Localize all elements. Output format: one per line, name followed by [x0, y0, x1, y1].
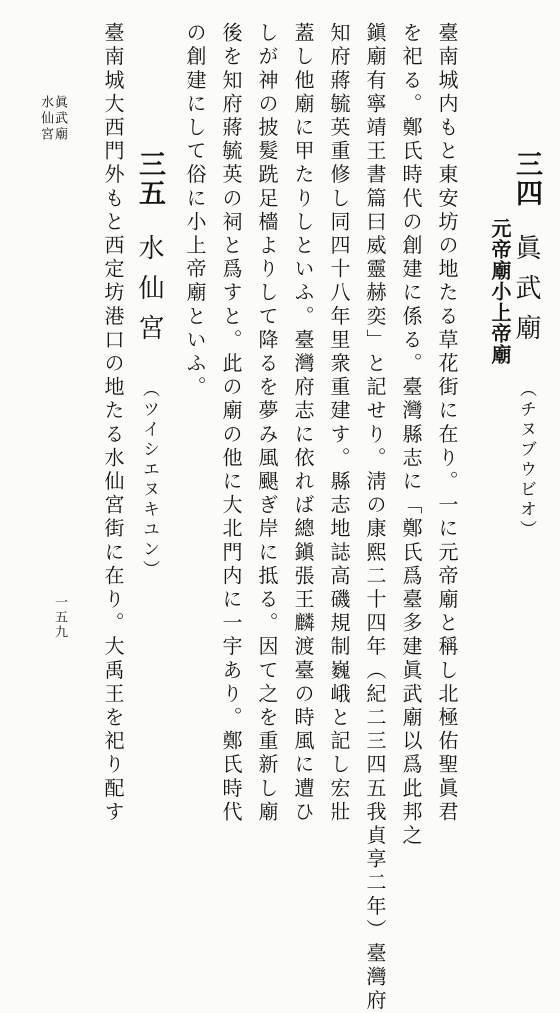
page-number: 一五九	[52, 595, 67, 640]
body-column-5: 蓋し他廟に甲たりしといふ。臺灣府志に依れば總鎭張王麟渡臺の時風に遭ひ	[291, 22, 315, 825]
body-column-4: 知府蔣毓英重修し同四十八年里衆重建す。縣志地誌高磯規制巍峨と記し宏壯	[327, 22, 351, 825]
section-35-title: 水仙宮	[134, 234, 164, 354]
running-head-right: 水仙宮	[38, 95, 53, 143]
body-column-9: 臺南城大西門外もと西定坊港口の地たる水仙宮街に在り。大禹王を祀り配す	[101, 22, 125, 825]
section-34-reading: （チヌブウビオ）	[516, 380, 536, 540]
section-35-reading: （ツイシエヌキユン）	[139, 380, 159, 580]
section-35-heading	[130, 150, 169, 580]
section-34-subtitle: 元帝廟小上帝廟	[488, 218, 512, 365]
section-34-title: 眞武廟	[511, 234, 541, 354]
running-head-left: 眞武廟	[52, 95, 67, 143]
body-column-6: しが神の披髮跣足檣よりして降るを夢み風颶ぎ岸に抵る。因て之を重新し廟	[255, 22, 279, 825]
section-34-heading	[507, 150, 546, 540]
body-column-7: 後を知府蔣毓英の祠と爲すと。此の廟の他に大北門内に一宇あり。鄭氏時代	[219, 22, 243, 825]
body-column-1: 臺南城内もと東安坊の地たる草花街に在り。一に元帝廟と稱し北極佑聖眞君	[435, 22, 459, 825]
body-column-3: 鎭廟有寧靖王書篇曰威靈赫奕」と記せり。淸の康熙二十四年（紀二三四五我貞享二年）臺灣府	[363, 22, 387, 1013]
body-column-8: の創建にして俗に小上帝廟といふ。	[183, 22, 207, 400]
section-35-number: 三五	[134, 150, 165, 208]
body-column-2: を祀る。鄭氏時代の創建に係る。臺灣縣志に「鄭氏爲臺多建眞武廟以爲此邦之	[399, 22, 423, 848]
section-34-number: 三四	[511, 150, 542, 208]
